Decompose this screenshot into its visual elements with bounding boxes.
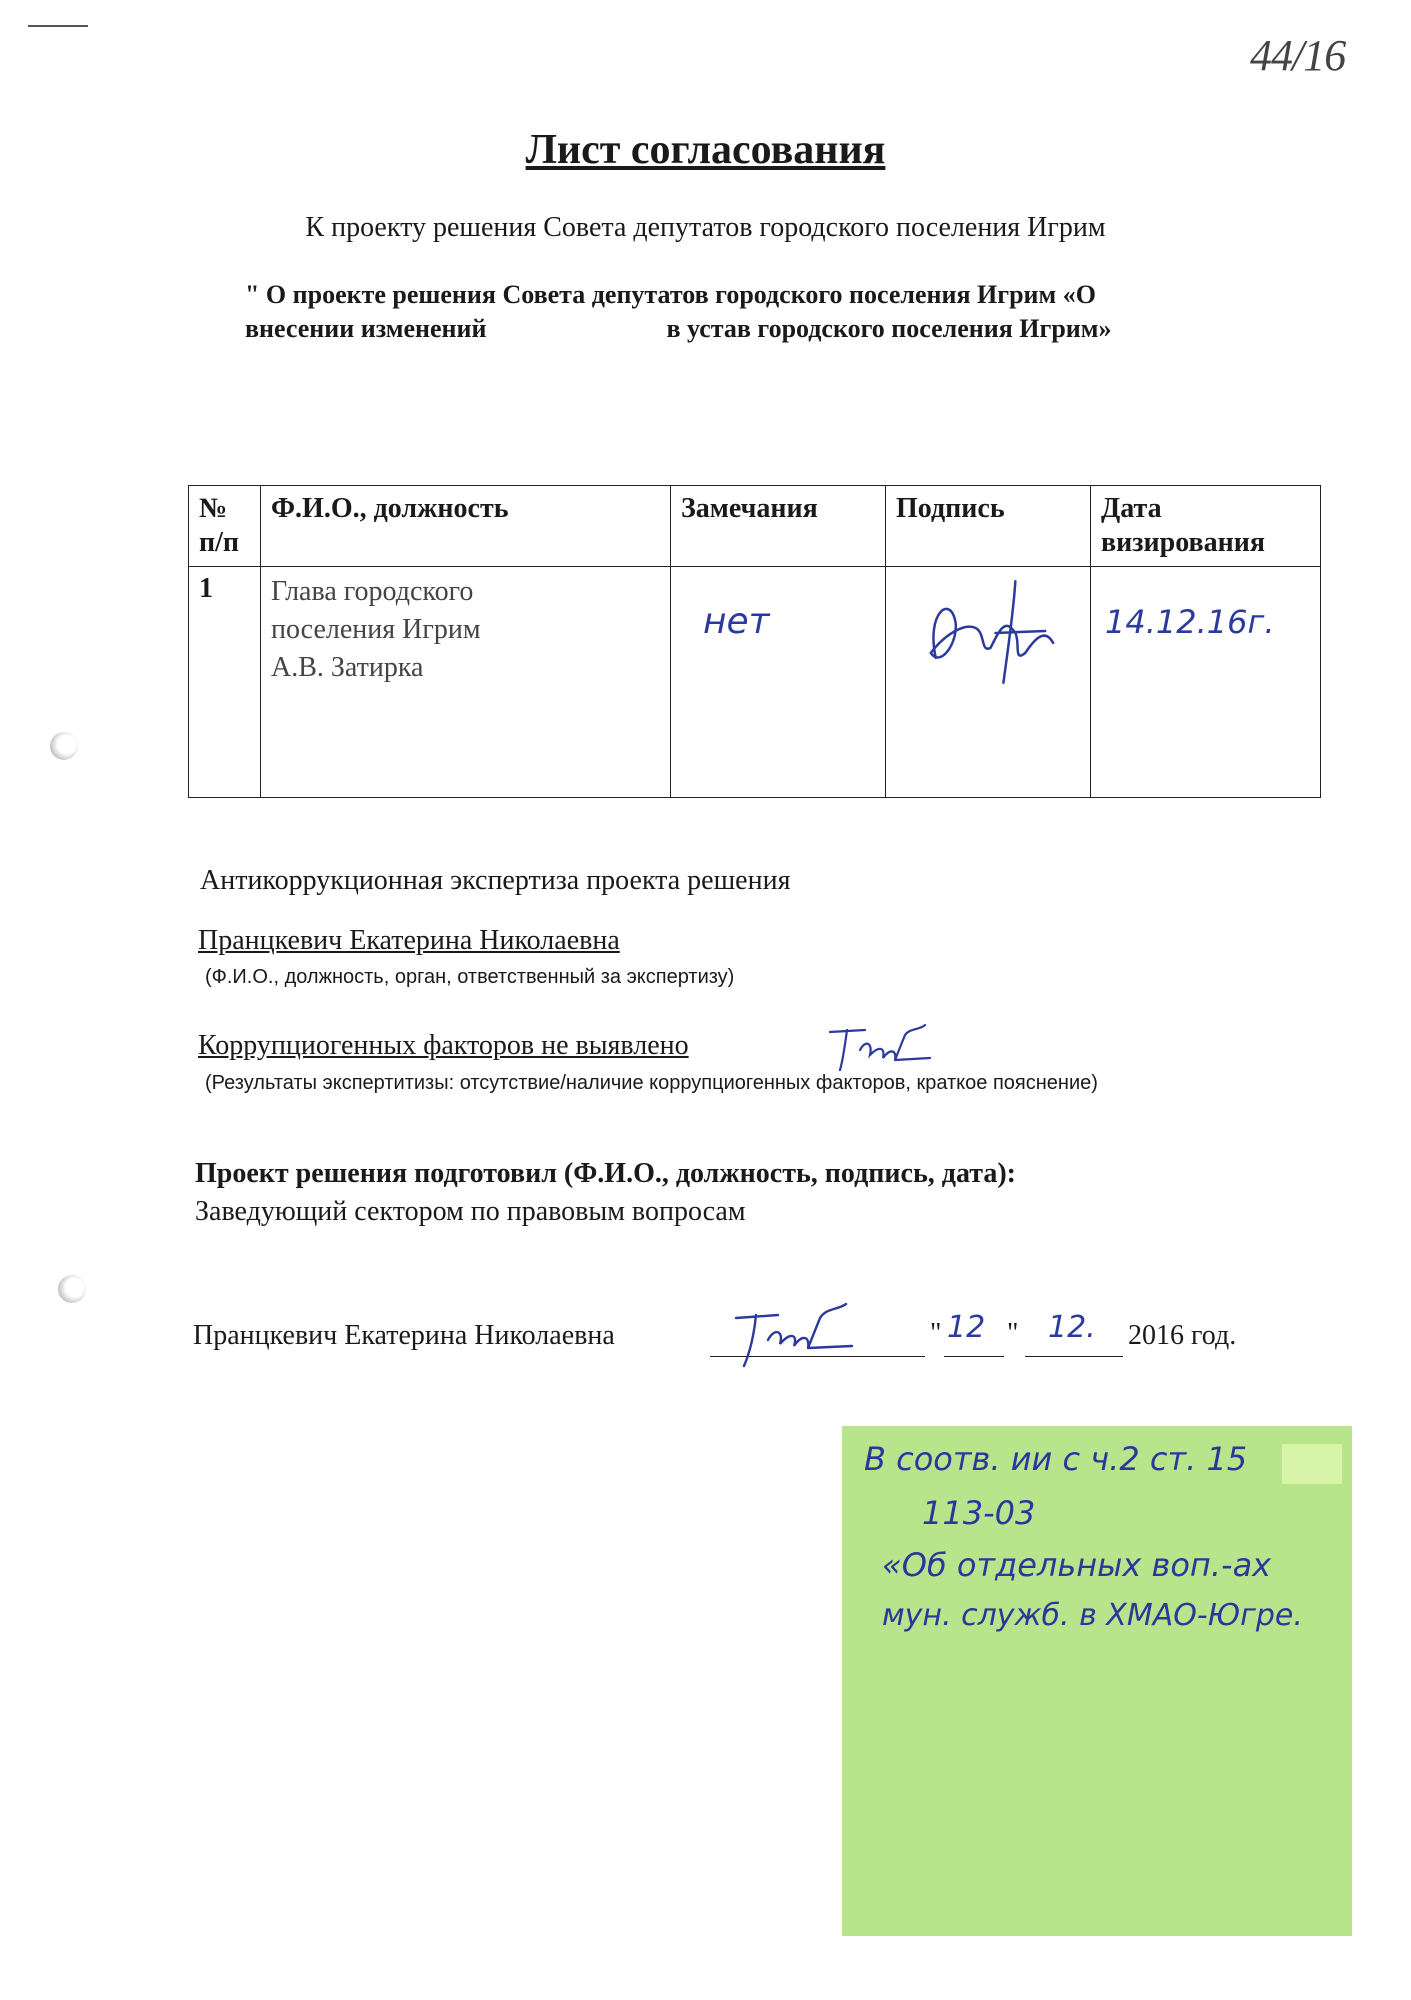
note-line-3: «Об отдельных воп.-ах <box>882 1546 1272 1584</box>
prepared-heading: Проект решения подготовил (Ф.И.О., должность, подпись, дата): <box>195 1158 1016 1189</box>
date-month: 12. <box>1048 1310 1096 1345</box>
row-signature-cell <box>886 567 1091 798</box>
date-quote-close: " <box>1007 1318 1019 1349</box>
row-name-line-1: Глава городского <box>271 576 474 607</box>
preparer-signature <box>728 1300 858 1370</box>
punch-hole <box>50 732 78 760</box>
header-remarks: Замечания <box>671 486 886 567</box>
expertise-heading: Антикоррукционная экспертиза проекта решения <box>200 865 791 896</box>
page-number: 44/16 <box>1250 31 1346 80</box>
preparer-name: Пранцкевич Екатерина Николаевна <box>193 1320 615 1351</box>
caption-line-2 <box>245 312 1275 346</box>
row-date-cell <box>1091 567 1321 798</box>
table-header-row <box>189 486 1321 567</box>
document-caption <box>245 278 1275 346</box>
table-row <box>189 567 1321 798</box>
punch-hole <box>58 1275 86 1303</box>
header-name: Ф.И.О., должность <box>261 486 671 567</box>
row-remarks: нет <box>703 601 770 642</box>
row-num: 1 <box>189 567 261 798</box>
corner-mark <box>28 25 88 27</box>
date-day: 12 <box>947 1310 986 1345</box>
caption-line-2b: в устав городского поселения Игрим» <box>666 314 1112 343</box>
row-name-line-3: А.В. Затирка <box>271 652 424 683</box>
sticky-note <box>842 1426 1352 1936</box>
note-line-2: 113-03 <box>922 1494 1036 1532</box>
expert-hint: (Ф.И.О., должность, орган, ответственный за экспертизу) <box>205 966 735 988</box>
expert-name: Пранцкевич Екатерина Николаевна <box>198 925 620 956</box>
date-quote-open: " <box>930 1318 942 1349</box>
prepared-position: Заведующий сектором по правовым вопросам <box>195 1196 746 1227</box>
document-subtitle: К проекту решения Совета депутатов городского поселения Игрим <box>305 212 1106 243</box>
row-date: 14.12.16г. <box>1105 603 1275 641</box>
approval-table <box>188 485 1320 797</box>
day-line <box>944 1356 1004 1357</box>
date-year: 2016 год. <box>1128 1320 1237 1351</box>
header-num: № п/п <box>189 486 261 567</box>
row-name <box>261 567 671 798</box>
expertise-result: Коррупциогенных факторов не выявлено <box>198 1030 689 1061</box>
document-title: Лист согласования <box>525 127 886 173</box>
month-line <box>1025 1356 1123 1357</box>
handwritten-signature <box>896 573 1080 693</box>
row-name-line-2: поселения Игрим <box>271 614 481 645</box>
result-hint: (Результаты экспертитизы: отсутствие/наличие коррупциогенных факторов, краткое пояснение) <box>205 1072 1098 1094</box>
caption-line-2a: внесении изменений <box>245 314 487 343</box>
expert-initials-signature <box>825 1020 935 1075</box>
header-date: Дата визирования <box>1091 486 1321 567</box>
row-remarks-cell <box>671 567 886 798</box>
caption-line-1: " О проекте решения Совета депутатов городского поселения Игрим «О <box>245 280 1096 309</box>
note-highlight <box>1282 1444 1342 1484</box>
note-line-1: В соотв. ии с ч.2 ст. 15 <box>864 1440 1248 1478</box>
header-signature: Подпись <box>886 486 1091 567</box>
note-line-4: мун. служб. в ХМАО-Югре. <box>882 1598 1303 1633</box>
